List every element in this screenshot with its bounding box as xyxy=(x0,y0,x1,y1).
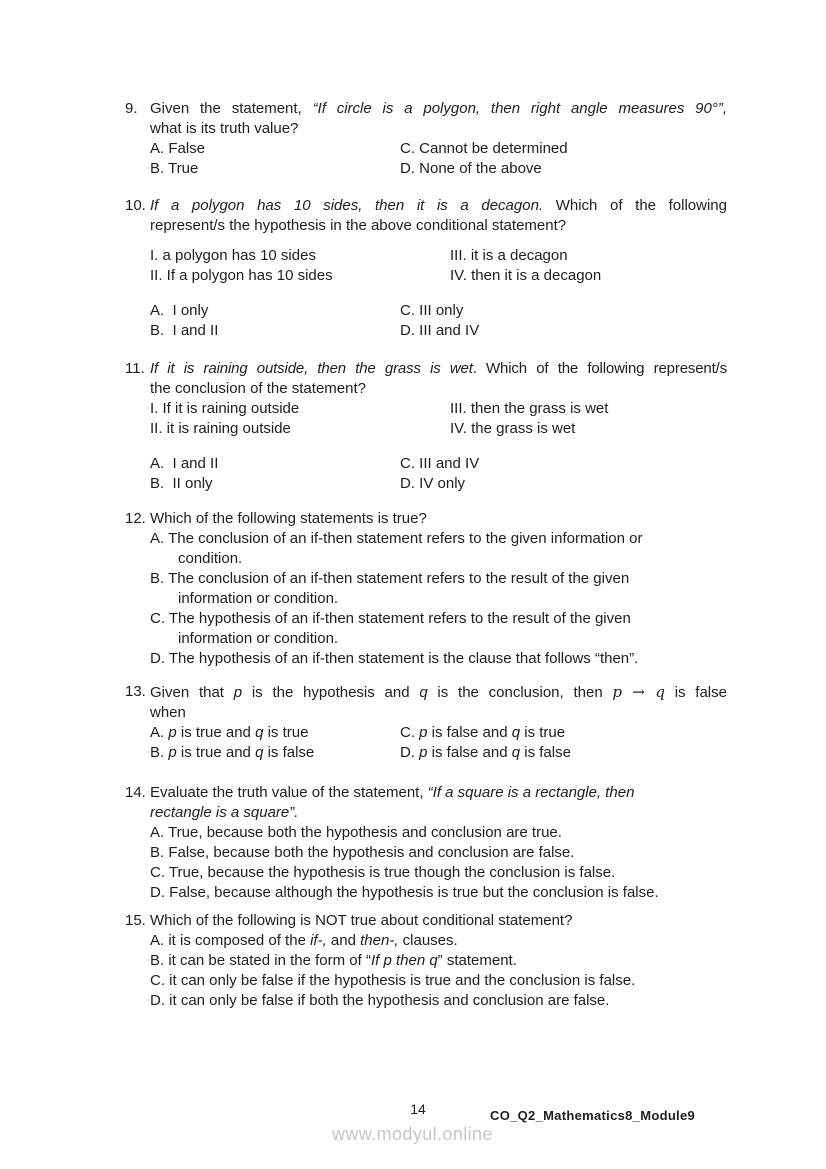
option xyxy=(150,743,400,763)
option xyxy=(150,159,400,179)
option xyxy=(400,139,568,159)
text-segment: Evaluate the truth value of the statement, xyxy=(150,784,428,801)
text-segment: A. xyxy=(150,724,169,741)
option xyxy=(450,399,608,419)
text-segment: is the hypothesis and xyxy=(242,684,420,701)
option xyxy=(150,139,400,159)
question-12 xyxy=(125,509,727,669)
text-segment: D. False, because although the hypothesis is true but the conclusion is false. xyxy=(150,884,659,901)
text-segment: If it is raining outside, then the grass is wet xyxy=(150,360,473,377)
text-segment: D. The hypothesis of an if-then statement is the clause that follows “then”. xyxy=(150,650,639,667)
text-segment: D. III and IV xyxy=(400,322,480,339)
question-number: 15. xyxy=(125,912,146,929)
text-segment: II. If a polygon has 10 sides xyxy=(150,267,333,284)
text-segment: C. III and IV xyxy=(400,455,480,472)
question-text-line xyxy=(150,99,727,119)
option-row xyxy=(150,474,727,494)
question-text-line xyxy=(150,629,727,649)
text-segment: If a polygon has 10 sides, then it is a decagon. xyxy=(150,197,544,214)
text-segment: B. II only xyxy=(150,475,213,492)
question-number: 14. xyxy=(125,784,146,801)
text-segment: IV. then it is a decagon xyxy=(450,267,602,284)
text-segment: q xyxy=(511,744,521,761)
text-segment: B. False, because both the hypothesis and conclusion are false. xyxy=(150,844,575,861)
text-segment: II. it is raining outside xyxy=(150,420,291,437)
text-segment: and xyxy=(326,932,361,949)
text-segment: . Which of the following represent/s xyxy=(472,360,728,377)
text-segment: “If a square is a rectangle, then xyxy=(427,784,635,801)
question-text-line xyxy=(150,951,727,971)
option xyxy=(150,266,450,286)
question-text-line xyxy=(150,682,727,703)
text-segment: q xyxy=(511,724,521,741)
option xyxy=(150,454,400,474)
text-segment: is false xyxy=(263,744,315,761)
text-segment: Which of the following statements is true? xyxy=(150,510,427,527)
question-text-line xyxy=(150,823,727,843)
text-segment: I. a polygon has 10 sides xyxy=(150,247,316,264)
question-text-line xyxy=(150,911,727,931)
question-text-line xyxy=(150,609,727,629)
question-body xyxy=(150,99,727,179)
text-segment: rectangle is a square”. xyxy=(150,804,299,821)
text-segment: B. it can be stated in the form of “ xyxy=(150,952,371,969)
text-segment: D. IV only xyxy=(400,475,466,492)
question-number: 13. xyxy=(125,683,146,700)
text-segment: the conclusion of the statement? xyxy=(150,380,366,397)
text-segment: is false and xyxy=(427,724,512,741)
text-segment: is true and xyxy=(176,744,256,761)
question-9 xyxy=(125,99,727,179)
text-segment: C. xyxy=(400,724,420,741)
question-text-line xyxy=(150,783,727,803)
text-segment: p xyxy=(419,724,428,741)
option xyxy=(450,246,568,266)
option xyxy=(400,301,463,321)
text-segment: B. The conclusion of an if-then statement refers to the result of the given xyxy=(150,570,630,587)
text-segment: C. True, because the hypothesis is true though the conclusion is false. xyxy=(150,864,616,881)
page-number: 14 xyxy=(410,1101,426,1117)
text-segment: p xyxy=(168,744,177,761)
question-text-line xyxy=(150,863,727,883)
option-row xyxy=(150,266,727,286)
question-text-line xyxy=(150,931,727,951)
text-segment: III. it is a decagon xyxy=(450,247,568,264)
question-number: 9. xyxy=(125,100,138,117)
text-segment: if-, xyxy=(310,932,327,949)
text-segment: C. The hypothesis of an if-then statement refers to the result of the given xyxy=(150,610,631,627)
text-segment: A. I and II xyxy=(150,455,219,472)
text-segment: IV. the grass is wet xyxy=(450,420,576,437)
text-segment: information or condition. xyxy=(178,590,339,607)
text-segment: what is its truth value? xyxy=(150,120,299,137)
option xyxy=(400,454,479,474)
option xyxy=(450,266,601,286)
question-14 xyxy=(125,783,727,903)
text-segment: is true and xyxy=(176,724,256,741)
option xyxy=(400,474,465,494)
option xyxy=(150,399,450,419)
text-segment: then-, xyxy=(360,932,399,949)
option xyxy=(150,246,450,266)
question-number: 11. xyxy=(125,360,145,377)
text-segment: Which of the following is NOT true about conditional statement? xyxy=(150,912,573,929)
question-text-line xyxy=(150,971,727,991)
option-row xyxy=(150,419,727,439)
text-segment: ” statement. xyxy=(437,952,517,969)
text-segment: p xyxy=(233,684,243,701)
option xyxy=(400,159,542,179)
math-expression: p → q xyxy=(612,683,665,701)
text-segment: B. xyxy=(150,744,169,761)
text-segment: q xyxy=(419,684,428,701)
question-text-line xyxy=(150,379,727,399)
text-segment: III. then the grass is wet xyxy=(450,400,609,417)
text-segment: information or condition. xyxy=(178,630,339,647)
option xyxy=(150,419,450,439)
question-13 xyxy=(125,682,727,763)
question-text-line xyxy=(150,803,727,823)
question-number: 12. xyxy=(125,510,146,527)
text-segment: D. None of the above xyxy=(400,160,542,177)
text-segment: C. it can only be false if the hypothesis is true and the conclusion is false. xyxy=(150,972,636,989)
option-row xyxy=(150,399,727,419)
question-text-line xyxy=(150,589,727,609)
option-row xyxy=(150,301,727,321)
text-segment: A. it is composed of the xyxy=(150,932,311,949)
question-list xyxy=(125,99,727,1011)
option xyxy=(450,419,575,439)
text-segment: p xyxy=(168,724,177,741)
text-segment: is false and xyxy=(427,744,512,761)
option-row xyxy=(150,139,727,159)
question-10 xyxy=(125,196,727,341)
option xyxy=(150,301,400,321)
text-segment: B. I and II xyxy=(150,322,219,339)
text-segment: is the conclusion, then xyxy=(427,684,613,701)
text-segment: q xyxy=(255,744,264,761)
text-segment: I. If it is raining outside xyxy=(150,400,300,417)
question-15 xyxy=(125,911,727,1011)
question-text-line xyxy=(150,991,727,1011)
question-text-line xyxy=(150,703,727,723)
question-text-line xyxy=(150,529,727,549)
text-segment: Which of the following xyxy=(543,197,727,214)
option-row xyxy=(150,159,727,179)
question-body xyxy=(150,911,727,1011)
text-segment: D. xyxy=(400,744,420,761)
question-11 xyxy=(125,359,727,494)
text-segment: If p then q xyxy=(370,952,438,969)
option xyxy=(150,321,400,341)
option-row xyxy=(150,723,727,743)
question-body xyxy=(150,359,727,494)
text-segment: A. True, because both the hypothesis and conclusion are true. xyxy=(150,824,562,841)
text-segment: B. True xyxy=(150,160,199,177)
question-text-line xyxy=(150,883,727,903)
option-row xyxy=(150,321,727,341)
question-text-line xyxy=(150,119,727,139)
text-segment: A. The conclusion of an if-then statement refers to the given information or xyxy=(150,530,643,547)
text-segment: C. Cannot be determined xyxy=(400,140,568,157)
text-segment: p xyxy=(419,744,428,761)
question-text-line xyxy=(150,509,727,529)
option-row xyxy=(150,246,727,266)
text-segment: when xyxy=(150,704,186,721)
text-segment: “If circle is a polygon, then right angle measures 90°”, xyxy=(312,100,727,117)
question-text-line xyxy=(150,216,727,236)
question-text-line xyxy=(150,196,727,216)
option xyxy=(150,474,400,494)
question-body xyxy=(150,783,727,903)
question-body xyxy=(150,196,727,341)
text-segment: condition. xyxy=(178,550,243,567)
option-row xyxy=(150,743,727,763)
question-number: 10. xyxy=(125,197,146,214)
text-segment: A. I only xyxy=(150,302,209,319)
text-segment: q xyxy=(255,724,264,741)
question-text-line xyxy=(150,569,727,589)
text-segment: D. it can only be false if both the hypothesis and conclusion are false. xyxy=(150,992,610,1009)
text-segment: is false xyxy=(520,744,571,761)
option-row xyxy=(150,454,727,474)
question-body xyxy=(150,682,727,763)
watermark-text: www.modyul.online xyxy=(332,1124,493,1144)
text-segment: A. False xyxy=(150,140,206,157)
option xyxy=(400,743,571,763)
text-segment: is true xyxy=(520,724,566,741)
text-segment: Given the statement, xyxy=(150,100,313,117)
module-code: CO_Q2_Mathematics8_Module9 xyxy=(490,1108,696,1123)
text-segment: clauses. xyxy=(398,932,458,949)
text-segment: is false xyxy=(664,684,727,701)
text-segment: C. III only xyxy=(400,302,464,319)
question-text-line xyxy=(150,549,727,569)
question-text-line xyxy=(150,359,727,379)
option xyxy=(150,723,400,743)
question-body xyxy=(150,509,727,669)
question-text-line xyxy=(150,843,727,863)
option xyxy=(400,723,565,743)
question-text-line xyxy=(150,649,727,669)
text-segment: Given that xyxy=(150,684,234,701)
text-segment: represent/s the hypothesis in the above conditional statement? xyxy=(150,217,567,234)
option xyxy=(400,321,479,341)
text-segment: is true xyxy=(263,724,309,741)
